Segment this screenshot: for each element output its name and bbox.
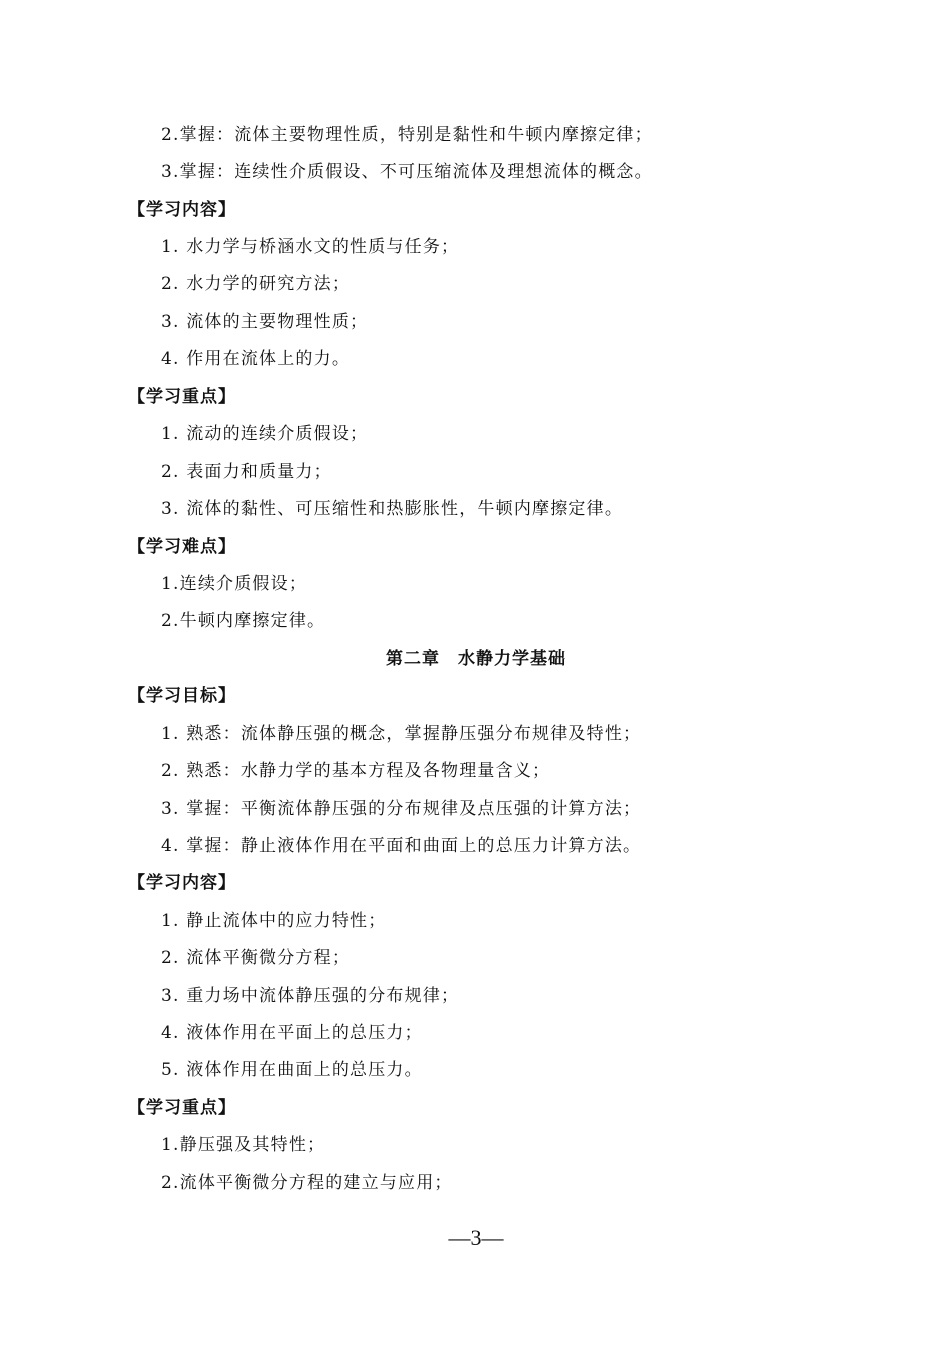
objective-item: 1. 熟悉：流体静压强的概念，掌握静压强分布规律及特性； [161,724,642,744]
content-item: 2. 流体平衡微分方程； [161,948,351,968]
content-item: 5. 液体作用在曲面上的总压力。 [161,1060,423,1080]
content-item: 4. 作用在流体上的力。 [161,349,351,369]
content-item: 1. 静止流体中的应力特性； [161,911,387,931]
content-item: 3. 流体的主要物理性质； [161,312,369,332]
content-item: 4. 液体作用在平面上的总压力； [161,1023,423,1043]
content-item: 3. 重力场中流体静压强的分布规律； [161,986,460,1006]
key-item: 1. 流动的连续介质假设； [161,424,369,444]
section-heading-objectives: 【学习目标】 [128,686,236,706]
content-item: 1. 水力学与桥涵水文的性质与任务； [161,237,460,257]
objective-item: 3.掌握：连续性介质假设、不可压缩流体及理想流体的概念。 [161,162,653,182]
content-item: 2. 水力学的研究方法； [161,274,351,294]
section-heading-key: 【学习重点】 [128,387,236,407]
difficult-item: 1.连续介质假设； [161,574,308,594]
section-heading-content: 【学习内容】 [128,200,236,220]
objective-item: 4. 掌握：静止液体作用在平面和曲面上的总压力计算方法。 [161,836,642,856]
key-item: 3. 流体的黏性、可压缩性和热膨胀性，牛顿内摩擦定律。 [161,499,624,519]
key-item: 2. 表面力和质量力； [161,462,332,482]
page-number: —3— [448,1225,504,1250]
objective-item: 3. 掌握：平衡流体静压强的分布规律及点压强的计算方法； [161,799,642,819]
section-heading-key: 【学习重点】 [128,1098,236,1118]
difficult-item: 2.牛顿内摩擦定律。 [161,611,326,631]
chapter-title: 第二章 水静力学基础 [386,649,566,669]
key-item: 2.流体平衡微分方程的建立与应用； [161,1173,453,1193]
section-heading-content: 【学习内容】 [128,873,236,893]
objective-item: 2. 熟悉：水静力学的基本方程及各物理量含义； [161,761,551,781]
objective-item: 2.掌握：流体主要物理性质，特别是黏性和牛顿内摩擦定律； [161,125,653,145]
key-item: 1.静压强及其特性； [161,1135,326,1155]
section-heading-difficult: 【学习难点】 [128,537,236,557]
